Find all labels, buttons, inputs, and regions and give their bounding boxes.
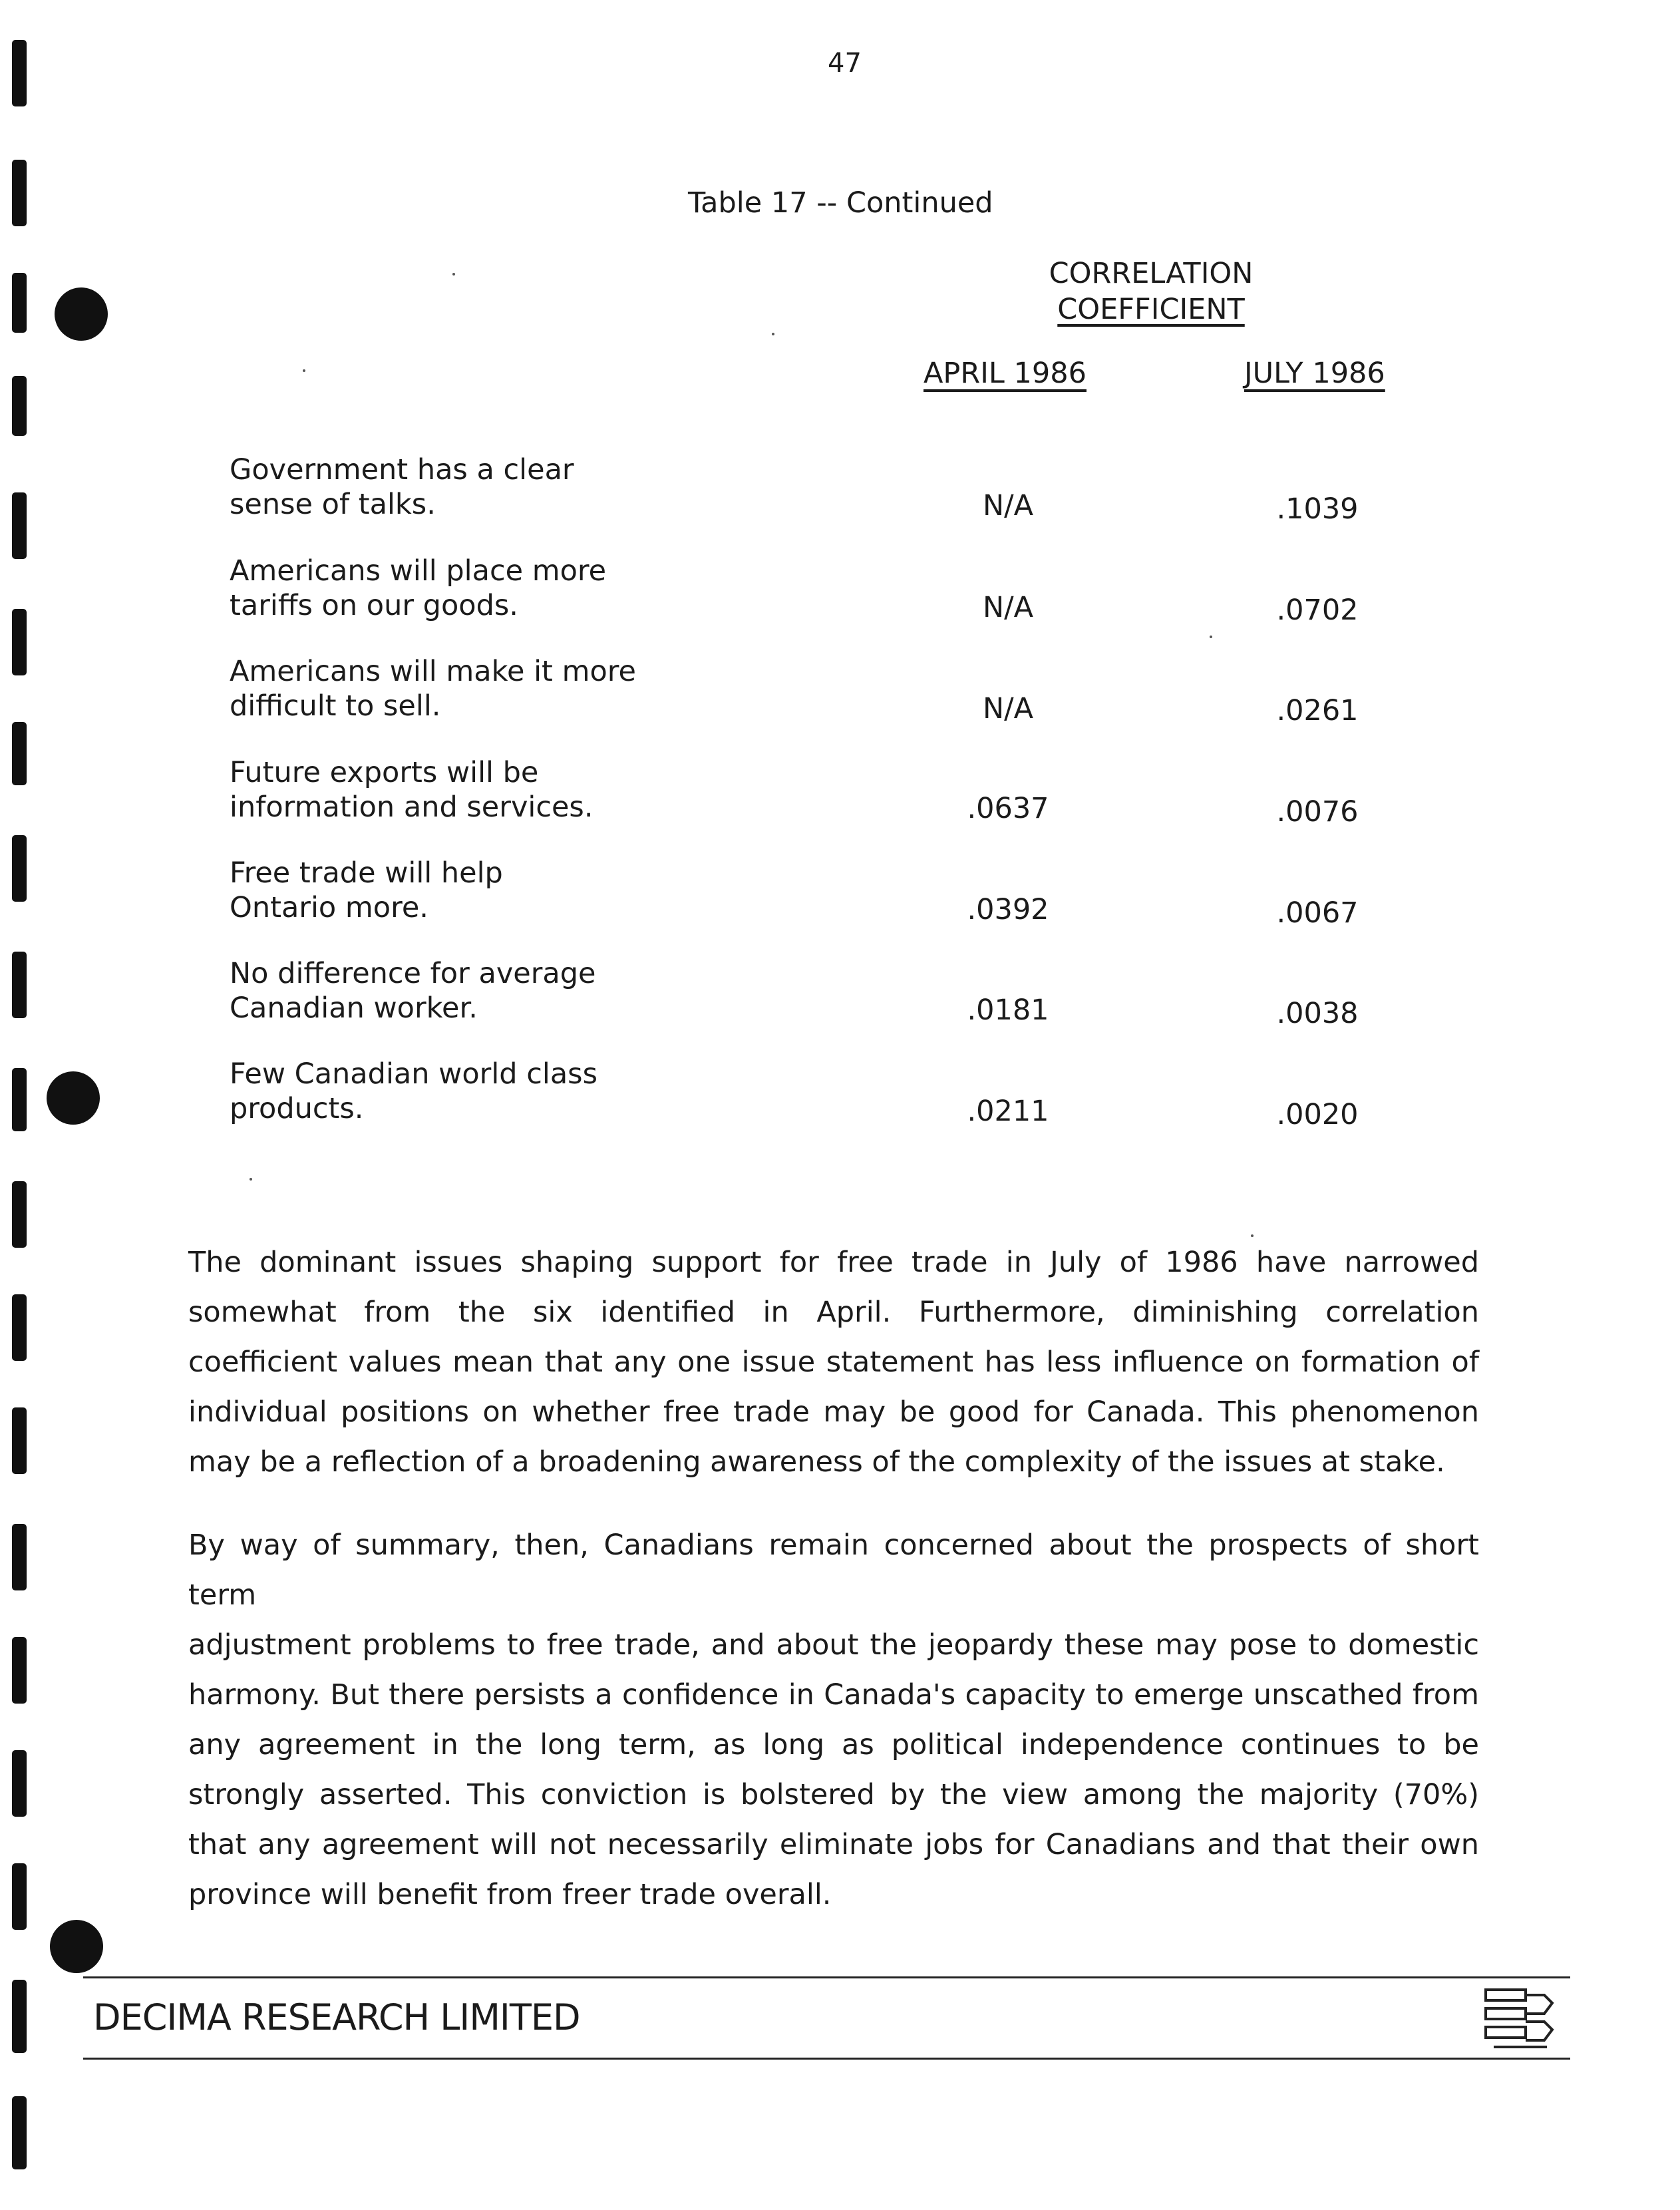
punch-hole xyxy=(47,1071,100,1125)
text-line: may be a reflection of a broadening awareness of the complexity of the issues at stake. xyxy=(188,1445,1445,1479)
july-value: .0261 xyxy=(1276,694,1359,727)
binder-mark xyxy=(12,1407,27,1474)
footer-rule-top xyxy=(83,1976,1570,1978)
row-label-line: Ontario more. xyxy=(230,891,428,924)
text-line: somewhat from the six identified in April. Furthermore, diminishing correlation xyxy=(188,1296,1479,1329)
april-value: .0637 xyxy=(967,792,1049,825)
correlation-coefficient-header xyxy=(1025,256,1277,327)
text-line: adjustment problems to free trade, and about the jeopardy these may pose to domestic xyxy=(188,1628,1479,1662)
text-line: harmony. But there persists a confidence in Canada's capacity to emerge unscathed from xyxy=(188,1678,1479,1712)
row-label xyxy=(230,453,695,522)
july-value: .0067 xyxy=(1276,896,1359,930)
april-value: .0181 xyxy=(967,994,1049,1027)
binder-mark xyxy=(12,1980,27,2053)
row-label-line: Americans will make it more xyxy=(230,655,636,688)
text-line: that any agreement will not necessarily eliminate jobs for Canadians and that their own xyxy=(188,1828,1479,1861)
header-line-2: COEFFICIENT xyxy=(1057,293,1245,326)
text-line: coefficient values mean that any one issue statement has less influence on formation of xyxy=(188,1346,1479,1379)
column-header-july: JULY 1986 xyxy=(1244,357,1385,390)
page-number: 47 xyxy=(828,48,862,79)
binder-mark xyxy=(12,160,27,226)
binder-mark xyxy=(12,376,27,436)
row-label-line: tariffs on our goods. xyxy=(230,589,518,622)
text-line: individual positions on whether free trade may be good for Canada. This phenomenon xyxy=(188,1395,1479,1429)
binder-mark xyxy=(12,1294,27,1361)
row-label-line: sense of talks. xyxy=(230,488,436,521)
paragraph-1 xyxy=(188,1238,1479,1487)
row-label-line: Few Canadian world class xyxy=(230,1057,597,1091)
decima-logo-icon xyxy=(1480,1983,1560,2056)
row-label xyxy=(230,554,695,623)
binder-mark xyxy=(12,1750,27,1817)
july-value: .0020 xyxy=(1276,1098,1359,1131)
punch-hole xyxy=(50,1920,103,1973)
july-value: .0038 xyxy=(1276,997,1359,1030)
binder-mark xyxy=(12,40,27,106)
binder-mark xyxy=(12,1637,27,1704)
binder-mark xyxy=(12,2096,27,2169)
july-value: .0076 xyxy=(1276,795,1359,829)
binder-mark xyxy=(12,835,27,902)
scan-speck xyxy=(1251,1234,1254,1237)
header-line-1: CORRELATION xyxy=(1049,257,1254,290)
april-value: N/A xyxy=(982,692,1034,725)
row-label-line: products. xyxy=(230,1092,364,1125)
scan-speck xyxy=(303,369,305,372)
binder-mark xyxy=(12,492,27,559)
april-value: N/A xyxy=(982,489,1034,522)
april-value: .0211 xyxy=(967,1095,1049,1128)
row-label xyxy=(230,856,695,925)
july-value: .1039 xyxy=(1276,492,1359,526)
row-label xyxy=(230,956,695,1025)
text-line: The dominant issues shaping support for free trade in July of 1986 have narrowed xyxy=(188,1246,1479,1279)
binder-mark xyxy=(12,722,27,785)
binder-mark xyxy=(12,1863,27,1930)
july-value: .0702 xyxy=(1276,594,1359,627)
row-label-line: Government has a clear xyxy=(230,453,574,486)
text-line: By way of summary, then, Canadians remain concerned about the prospects of short term xyxy=(188,1529,1479,1612)
binder-mark xyxy=(12,1181,27,1248)
row-label xyxy=(230,755,695,825)
scan-speck xyxy=(1210,636,1212,638)
april-value: N/A xyxy=(982,591,1034,624)
company-name: DECIMA RESEARCH LIMITED xyxy=(93,1996,580,2038)
column-header-april: APRIL 1986 xyxy=(924,357,1087,390)
april-value: .0392 xyxy=(967,893,1049,926)
row-label-line: Canadian worker. xyxy=(230,992,478,1025)
binder-mark xyxy=(12,609,27,675)
text-line: province will benefit from freer trade overall. xyxy=(188,1878,832,1911)
scan-speck xyxy=(452,273,455,276)
row-label-line: Free trade will help xyxy=(230,856,503,890)
scan-speck xyxy=(250,1178,252,1181)
scan-speck xyxy=(772,333,774,335)
binder-mark xyxy=(12,952,27,1018)
row-label xyxy=(230,1057,695,1126)
row-label-line: Future exports will be xyxy=(230,756,539,789)
row-label xyxy=(230,654,695,723)
table-title: Table 17 -- Continued xyxy=(688,186,993,220)
row-label-line: No difference for average xyxy=(230,957,596,990)
binder-mark xyxy=(12,1524,27,1590)
text-line: any agreement in the long term, as long as political independence continues to be xyxy=(188,1728,1479,1761)
paragraph-2 xyxy=(188,1521,1479,1920)
row-label-line: difficult to sell. xyxy=(230,689,441,723)
text-line: strongly asserted. This conviction is bolstered by the view among the majority (70%) xyxy=(188,1778,1479,1811)
binder-mark xyxy=(12,1068,27,1131)
row-label-line: Americans will place more xyxy=(230,554,607,588)
punch-hole xyxy=(55,287,108,341)
footer-rule-bottom xyxy=(83,2058,1570,2060)
binder-mark xyxy=(12,273,27,333)
row-label-line: information and services. xyxy=(230,791,593,824)
